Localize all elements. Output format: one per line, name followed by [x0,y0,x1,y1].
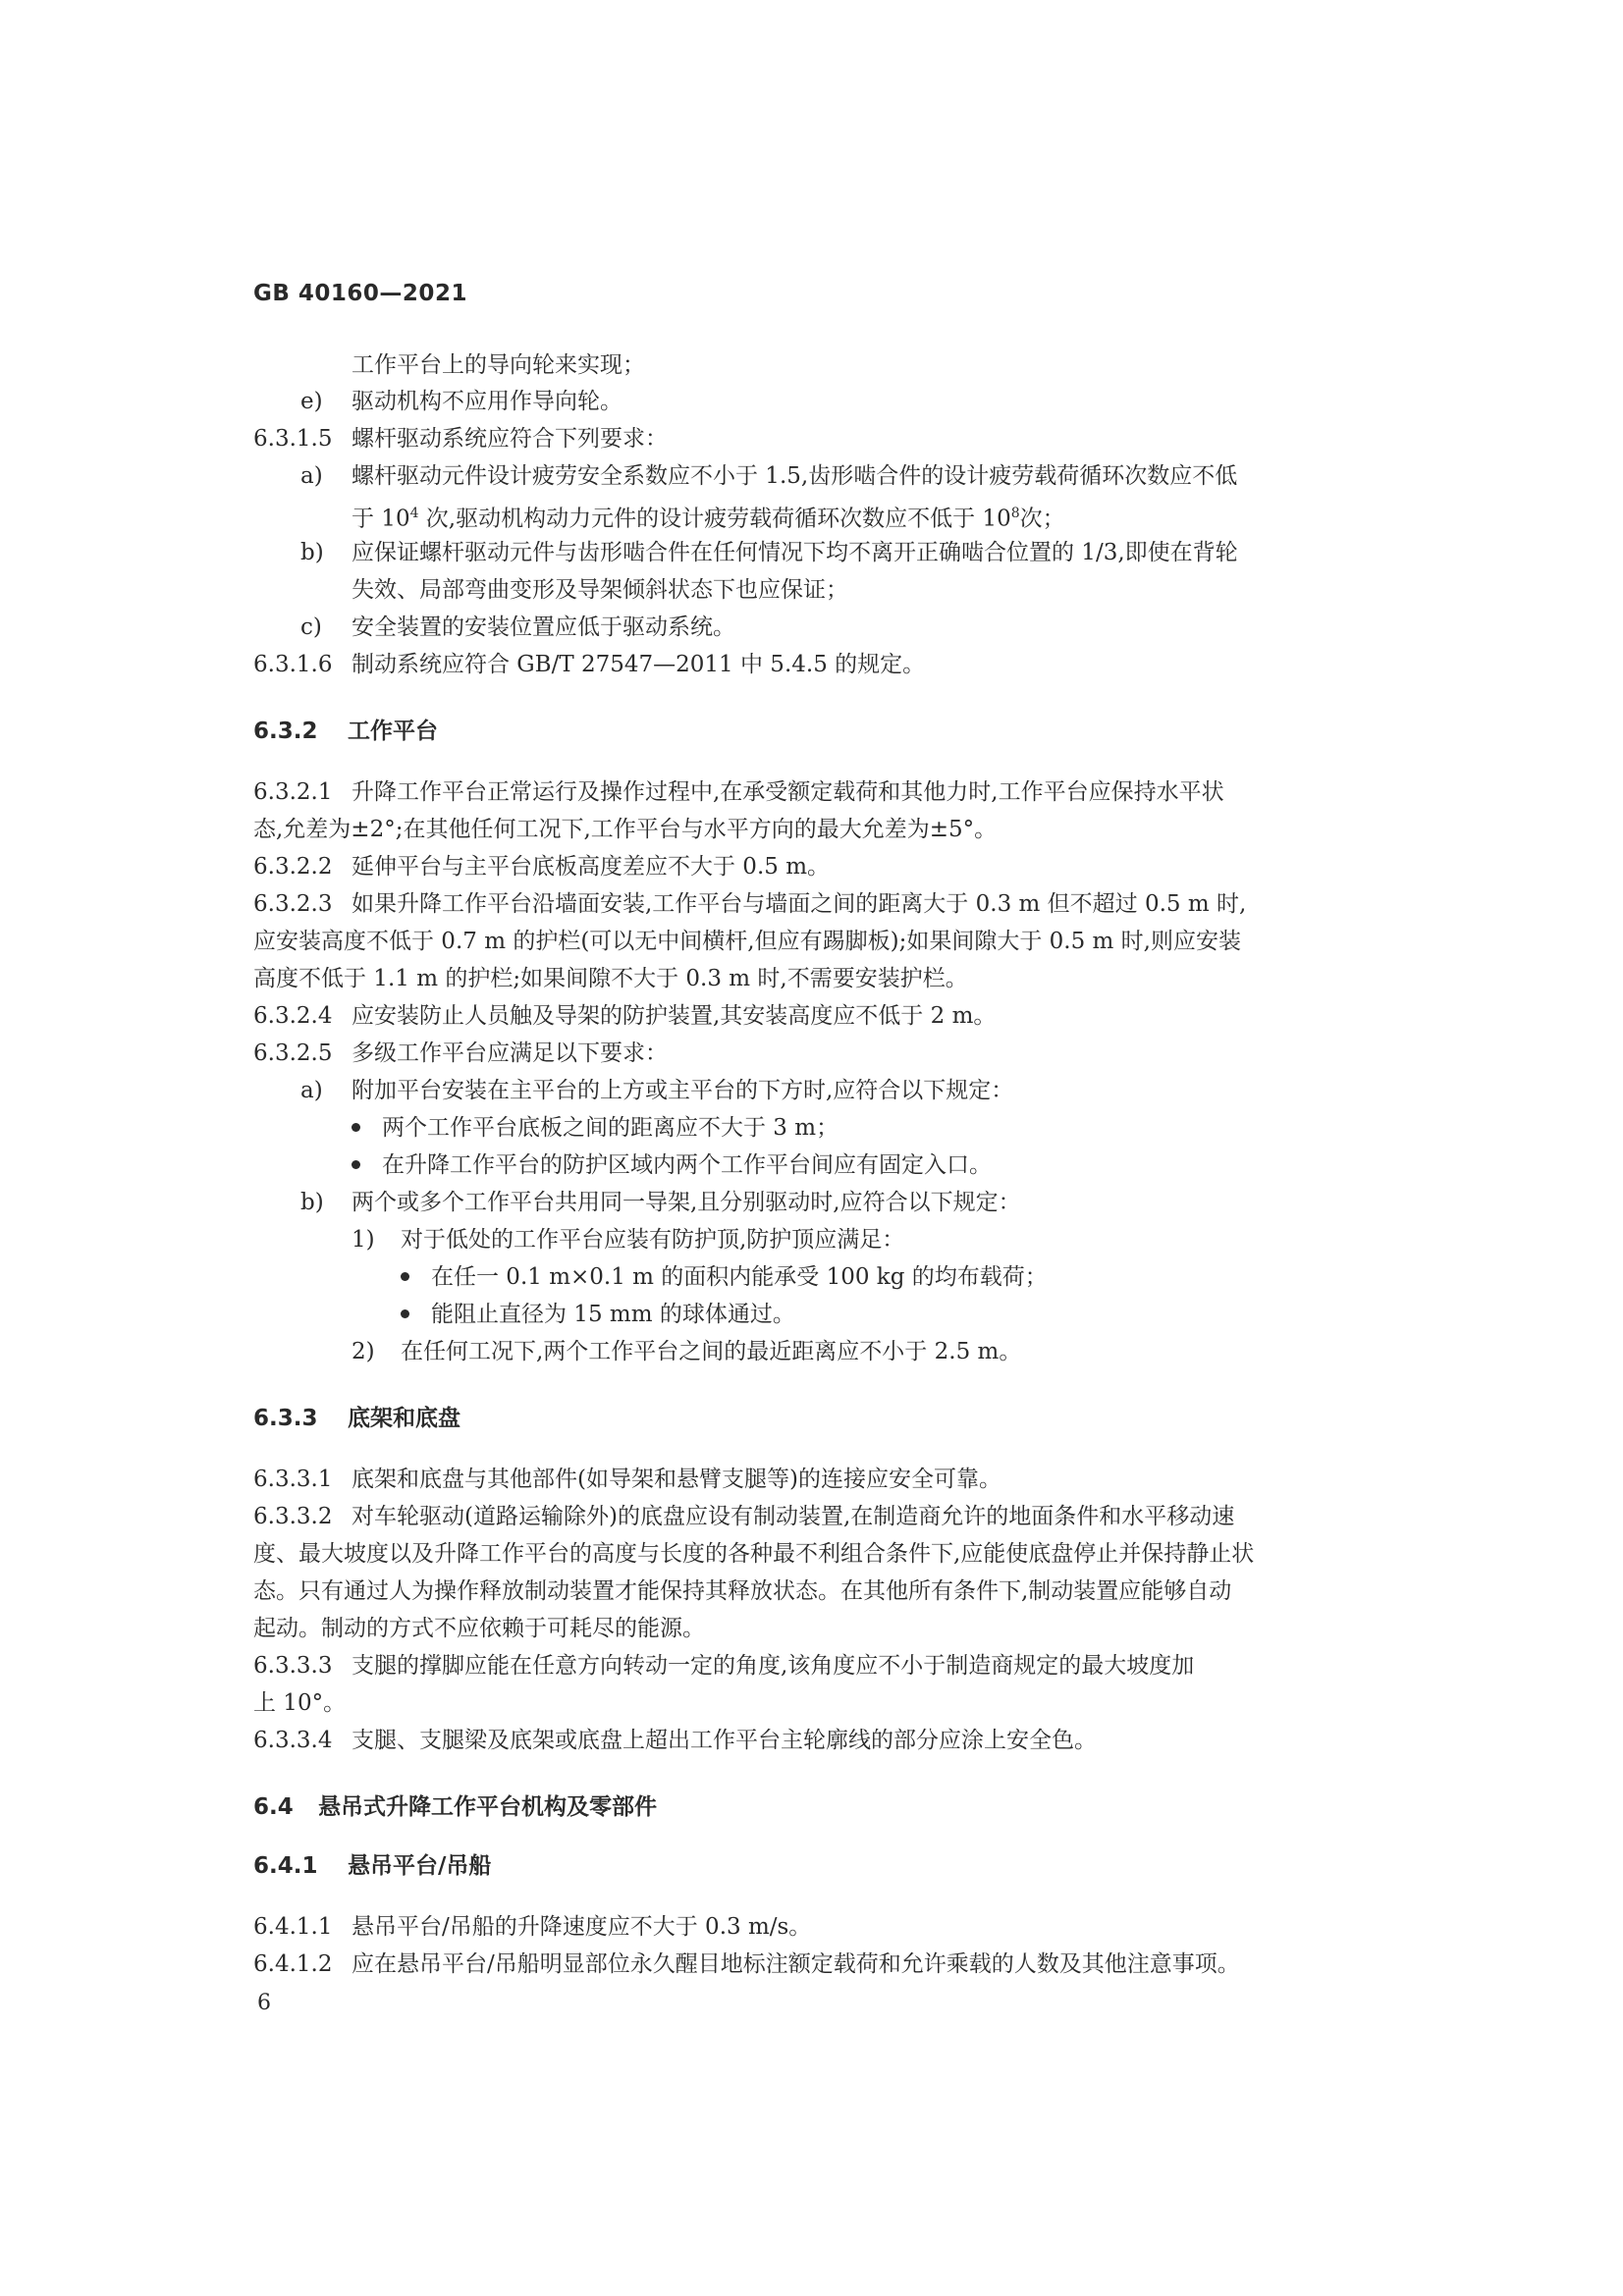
section-heading: 6.4.1 悬吊平台/吊船 [253,1853,492,1879]
clause-number: 6.3.1.6 [253,652,333,677]
bullet-item: 两个工作平台底板之间的距离应不大于 3 m； [352,1111,839,1145]
list-marker: c) [300,614,322,640]
clause-number: 6.3.3.3 [253,1653,333,1679]
text-line: 高度不低于 1.1 m 的护栏;如果间隙不大于 0.3 m 时,不需要安装护栏。 [253,966,968,991]
clause-text: 对车轮驱动(道路运输除外)的底盘应设有制动装置,在制造商允许的地面条件和水平移动速 [352,1504,1235,1529]
bullet-item: 能阻止直径为 15 mm 的球体通过。 [401,1298,795,1331]
clause-text: 如果升降工作平台沿墙面安装,工作平台与墙面之间的距离大于 0.3 m 但不超过 0.5 m 时, [352,891,1247,917]
clause-text: 螺杆驱动系统应符合下列要求： [352,426,668,452]
list-marker: 1) [352,1227,375,1253]
text-line: 失效、局部弯曲变形及导架倾斜状态下也应保证； [352,577,848,603]
bullet-icon [352,1123,360,1132]
text-line: 度、最大坡度以及升降工作平台的高度与长度的各种最不利组合条件下,应能使底盘停止并保持静止状 [253,1541,1255,1567]
clause-text: 制动系统应符合 GB/T 27547—2011 中 5.4.5 的规定。 [352,652,926,677]
clause-text: 支腿、支腿梁及底架或底盘上超出工作平台主轮廓线的部分应涂上安全色。 [352,1728,1097,1753]
clause-text: 升降工作平台正常运行及操作过程中,在承受额定载荷和其他力时,工作平台应保持水平状 [352,779,1224,805]
text-line: 螺杆驱动元件设计疲劳安全系数应不小于 1.5,齿形啮合件的设计疲劳载荷循环次数应不低 [352,463,1238,489]
clause-number: 6.3.2.5 [253,1041,333,1066]
clause-text: 支腿的撑脚应能在任意方向转动一定的角度,该角度应不小于制造商规定的最大坡度加 [352,1653,1195,1679]
clause-number: 6.3.3.4 [253,1728,333,1753]
text-line: 应保证螺杆驱动元件与齿形啮合件在任何情况下均不离开正确啮合位置的 1/3,即使在背轮 [352,540,1238,565]
text-line: 安全装置的安装位置应低于驱动系统。 [352,614,735,640]
list-marker: a) [300,1078,323,1103]
clause-text: 悬吊平台/吊船的升降速度应不大于 0.3 m/s。 [352,1914,812,1940]
bullet-item: 在任一 0.1 m×0.1 m 的面积内能承受 100 kg 的均布载荷； [401,1260,1048,1294]
bullet-icon [401,1309,409,1318]
clause-text: 底架和底盘与其他部件(如导架和悬臂支腿等)的连接应安全可靠。 [352,1467,1001,1492]
bullet-item: 在升降工作平台的防护区域内两个工作平台间应有固定入口。 [352,1148,992,1182]
clause-number: 6.3.2.2 [253,854,333,880]
text-line: 上 10°。 [253,1690,347,1716]
text-line: 应安装高度不低于 0.7 m 的护栏(可以无中间横杆,但应有踢脚板);如果间隙大于 0.5 m 时,则应安装 [253,929,1241,954]
section-heading: 6.4 悬吊式升降工作平台机构及零部件 [253,1794,657,1820]
clause-text: 多级工作平台应满足以下要求： [352,1041,668,1066]
clause-number: 6.3.1.5 [253,426,333,452]
text-line: 起动。制动的方式不应依赖于可耗尽的能源。 [253,1616,705,1641]
section-heading: 6.3.2 工作平台 [253,719,438,744]
bullet-icon [401,1272,409,1281]
text-line: 于 $10^4$ 次,驱动机构动力元件的设计疲劳载荷循环次数应不低于 $10^8$次； [352,506,1065,532]
clause-number: 6.3.3.1 [253,1467,333,1492]
list-marker: 2) [352,1339,375,1364]
list-marker: b) [300,540,324,565]
clause-number: 6.3.2.4 [253,1003,333,1029]
list-marker: a) [300,463,323,489]
list-marker: b) [300,1190,324,1215]
clause-text: 应在悬吊平台/吊船明显部位永久醒目地标注额定载荷和允许乘载的人数及其他注意事项。 [352,1951,1240,1977]
clause-number: 6.4.1.2 [253,1951,333,1977]
text-line: 态。只有通过人为操作释放制动装置才能保持其释放状态。在其他所有条件下,制动装置应能够自动 [253,1578,1232,1604]
text-line: 附加平台安装在主平台的上方或主平台的下方时,应符合以下规定： [352,1078,1014,1103]
text-line: 两个或多个工作平台共用同一导架,且分别驱动时,应符合以下规定： [352,1190,1021,1215]
section-heading: 6.3.3 底架和底盘 [253,1406,460,1431]
text-line: 态,允差为±2°;在其他任何工况下,工作平台与水平方向的最大允差为±5°。 [253,817,998,842]
clause-text: 应安装防止人员触及导架的防护装置,其安装高度应不低于 2 m。 [352,1003,997,1029]
document-header: GB 40160—2021 [253,281,467,306]
text-line: 在任何工况下,两个工作平台之间的最近距离应不小于 2.5 m。 [401,1339,1022,1364]
clause-number: 6.4.1.1 [253,1914,333,1940]
list-marker: e) [300,389,323,414]
clause-number: 6.3.3.2 [253,1504,333,1529]
clause-number: 6.3.2.1 [253,779,333,805]
page-number: 6 [257,1991,271,2015]
text-line: 对于低处的工作平台应装有防护顶,防护顶应满足： [401,1227,905,1253]
clause-text: 延伸平台与主平台底板高度差应不大于 0.5 m。 [352,854,831,880]
text-line: 驱动机构不应用作导向轮。 [352,389,622,414]
bullet-icon [352,1160,360,1169]
clause-number: 6.3.2.3 [253,891,333,917]
text-line: 工作平台上的导向轮来实现； [352,352,645,378]
